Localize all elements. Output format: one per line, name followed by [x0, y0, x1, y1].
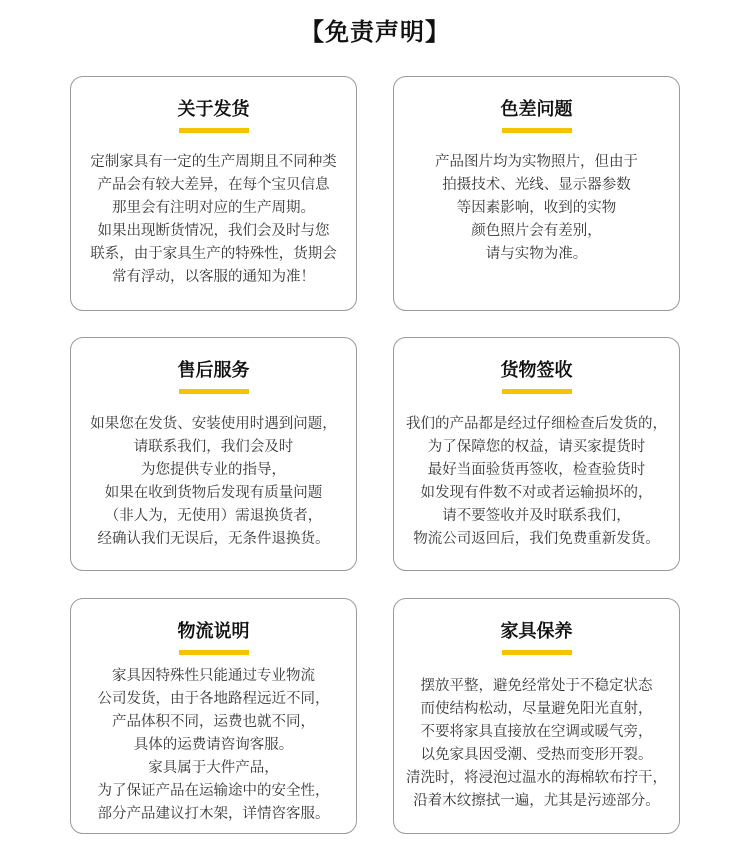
body-line: 如果出现断货情况，我们会及时与您 — [97, 223, 330, 239]
body-line: 颜色照片会有差别， — [471, 223, 602, 239]
card-body — [71, 665, 356, 826]
body-line: 不要将家具直接放在空调或暖气旁， — [420, 724, 653, 740]
body-line: 部分产品建议打木架，详情咨客服。 — [97, 806, 330, 822]
card-body — [394, 151, 679, 266]
body-line: 如果您在发货、安装使用时遇到问题， — [90, 416, 337, 432]
body-line: 如发现有件数不对或者运输损坏的， — [420, 485, 653, 501]
body-line: 拍摄技术、光线、显示器参数 — [442, 177, 631, 193]
title-underline — [502, 128, 572, 133]
body-line: （非人为，无使用）需退换货者， — [104, 508, 323, 524]
body-line: 那里会有注明对应的生产周期。 — [112, 200, 315, 216]
title-underline — [179, 389, 249, 394]
card-body — [71, 151, 356, 289]
body-line: 家具因特殊性只能通过专业物流 — [112, 668, 315, 684]
body-line: 为您提供专业的指导， — [141, 462, 286, 478]
body-line: 而使结构松动，尽量避免阳光直射， — [420, 701, 653, 717]
card-after-sales — [70, 337, 357, 571]
body-line: 请不要签收并及时联系我们， — [442, 508, 631, 524]
card-maintenance — [393, 598, 680, 834]
card-body — [394, 413, 679, 551]
card-title: 关于发货 — [177, 99, 250, 120]
body-line: 具体的运费请咨询客服。 — [133, 737, 294, 753]
card-title: 物流说明 — [177, 621, 250, 642]
card-body — [394, 675, 679, 813]
body-line: 摆放平整，避免经常处于不稳定状态 — [420, 678, 653, 694]
title-underline — [502, 650, 572, 655]
body-line: 经确认我们无误后，无条件退换货。 — [97, 531, 330, 547]
body-line: 等因素影响，收到的实物 — [456, 200, 617, 216]
body-line: 产品会有较大差异，在每个宝贝信息 — [97, 177, 330, 193]
body-line: 产品图片均为实物照片，但由于 — [435, 154, 638, 170]
body-line: 为了保障您的权益，请买家提货时 — [427, 439, 646, 455]
body-line: 家具属于大件产品， — [148, 760, 279, 776]
body-line: 定制家具有一定的生产周期且不同种类 — [90, 154, 337, 170]
body-line: 请与实物为准。 — [485, 246, 588, 262]
title-underline — [179, 650, 249, 655]
title-underline — [502, 389, 572, 394]
body-line: 沿着木纹擦拭一遍，尤其是污迹部分。 — [413, 793, 660, 809]
card-shipping — [70, 76, 357, 311]
body-line: 以免家具因受潮、受热而变形开裂。 — [420, 747, 653, 763]
card-title: 家具保养 — [500, 621, 573, 642]
card-title: 货物签收 — [500, 360, 573, 381]
card-color-difference — [393, 76, 680, 311]
card-body — [71, 413, 356, 551]
card-title: 色差问题 — [500, 99, 573, 120]
card-receipt — [393, 337, 680, 571]
body-line: 我们的产品都是经过仔细检查后发货的， — [406, 416, 667, 432]
body-line: 最好当面验货再签收，检查验货时 — [427, 462, 646, 478]
body-line: 清洗时，将浸泡过温水的海棉软布拧干， — [406, 770, 667, 786]
body-line: 如果在收到货物后发现有质量问题 — [104, 485, 323, 501]
body-line: 请联系我们，我们会及时 — [133, 439, 294, 455]
title-underline — [179, 128, 249, 133]
card-title: 售后服务 — [177, 360, 250, 381]
body-line: 联系，由于家具生产的特殊性，货期会 — [90, 246, 337, 262]
card-logistics — [70, 598, 357, 834]
body-line: 常有浮动，以客服的通知为准！ — [112, 269, 315, 285]
body-line: 为了保证产品在运输途中的安全性， — [97, 783, 330, 799]
body-line: 物流公司返回后，我们免费重新发货。 — [413, 531, 660, 547]
page-title: 【免责声明】 — [300, 18, 450, 46]
body-line: 产品体积不同，运费也就不同， — [112, 714, 315, 730]
body-line: 公司发货，由于各地路程远近不同， — [97, 691, 330, 707]
